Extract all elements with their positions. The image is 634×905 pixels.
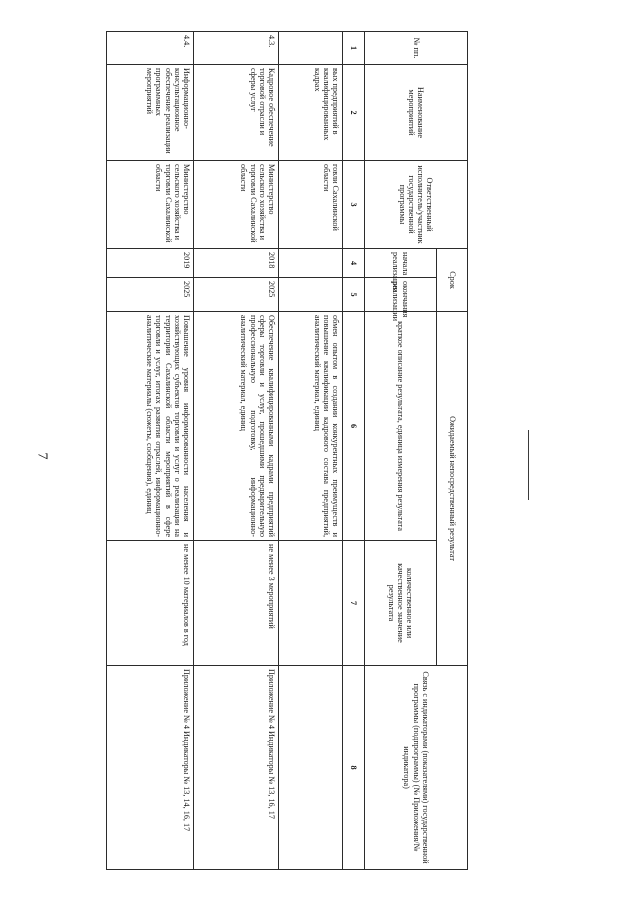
row-value: не менее 3 мероприятий — [194, 541, 279, 666]
column-number: 5 — [343, 278, 365, 312]
column-number: 2 — [343, 65, 365, 161]
header-result-value: количественное или качественное значение результата — [365, 541, 437, 666]
measures-table — [106, 31, 468, 870]
column-number: 3 — [343, 161, 365, 249]
header-name: Наименование мероприятий — [365, 65, 468, 161]
column-numbers-row — [343, 32, 365, 870]
row-start: 2018 — [194, 249, 279, 278]
header-result: Ожидаемый непосредственный результат — [437, 312, 468, 666]
table-row — [279, 32, 343, 870]
row-description: Повышение уровня информированности населения и хозяйствующих субъектов торговли и услуг о реализации на территории Сахалинской области мероприятий в сфере торговли и услуг, итогах развития отраслей, информационно-аналитические материалы (сюжеты, сообщения), единиц — [107, 312, 194, 541]
header-result-desc: краткое описание результата, единица измерения результата — [365, 312, 437, 541]
column-number: 8 — [343, 666, 365, 870]
row-number: 4.3. — [194, 32, 279, 65]
row-start: 2019 — [107, 249, 194, 278]
header-link: Связь с индикаторами (показателями) государственной программы (подпрограммы) (№ Приложения/№ индикатора) — [365, 666, 468, 870]
page-number: 7 — [34, 452, 50, 460]
row-name: Информационно-консультационное обеспечение реализации программных мероприятий — [107, 65, 194, 161]
column-number: 4 — [343, 249, 365, 278]
row-description: обмен опытом в создании конкурентных преимуществ и повышение квалификации кадрового состава предприятий, аналитический материал, единиц — [279, 312, 343, 541]
row-number — [279, 32, 343, 65]
row-end: 2025 — [194, 278, 279, 312]
header-no: № пп. — [365, 32, 468, 65]
table-row — [194, 32, 279, 870]
row-responsible: Министерство сельского хозяйства и торговли Сахалинской области — [107, 161, 194, 249]
table-container — [145, 31, 468, 869]
row-value: не менее 10 материалов в год — [107, 541, 194, 666]
row-value — [279, 541, 343, 666]
column-number: 6 — [343, 312, 365, 541]
column-number: 7 — [343, 541, 365, 666]
row-end: 2025 — [107, 278, 194, 312]
column-number: 1 — [343, 32, 365, 65]
row-responsible: говли Сахалинской области — [279, 161, 343, 249]
header-responsible: Ответственный исполнитель/участник государственной программы — [365, 161, 468, 249]
header-term: Срок — [437, 249, 468, 312]
scan-mark — [528, 430, 529, 500]
row-description: Обеспечение квалифицированными кадрами предприятий сферы торговли и услуг, прошедшими предварительную профессиональную подготовку, информационно-аналитический материал, единиц — [194, 312, 279, 541]
row-link: Приложение № 4 Индикаторы № 13, 16, 17 — [194, 666, 279, 870]
header-term-start: начала реализации — [365, 249, 437, 278]
row-link — [279, 666, 343, 870]
header-term-end: окончания реализации — [365, 278, 437, 312]
row-number: 4.4. — [107, 32, 194, 65]
row-end — [279, 278, 343, 312]
row-name: вых предприятий в квалифицированных кадрах — [279, 65, 343, 161]
row-start — [279, 249, 343, 278]
row-responsible: Министерство сельского хозяйства и торговли Сахалинской области — [194, 161, 279, 249]
row-name: Кадровое обеспечение торговой отрасли и сферы услуг — [194, 65, 279, 161]
row-link: Приложение № 4 Индикаторы № 13, 14, 16, 17 — [107, 666, 194, 870]
table-row — [107, 32, 194, 870]
